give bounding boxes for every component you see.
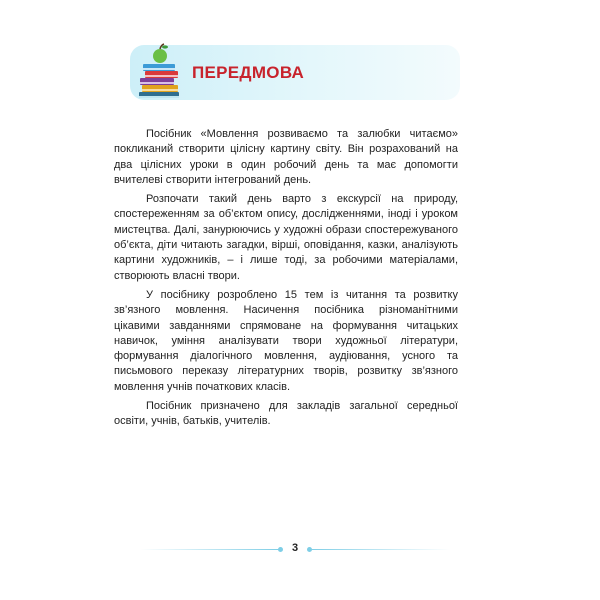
page-number: 3 bbox=[291, 542, 299, 554]
footer-dot-left bbox=[278, 547, 283, 552]
books-with-apple-icon bbox=[134, 43, 186, 101]
paragraph: Посібник призначено для закладів загальної середньої освіти, учнів, батьків, учителів. bbox=[114, 400, 458, 428]
footer-rule-left bbox=[140, 549, 280, 550]
page-title: ПЕРЕДМОВА bbox=[192, 63, 305, 82]
preface-body bbox=[114, 127, 458, 434]
paragraph: Посібник «Мовлення розвиваємо та залюбки читаємо» покликаний створити цілісну картину світу. Він розрахований на два цілісних уроки в один робочий день та має допомогти вчителеві створити інтегрований день. bbox=[114, 128, 458, 186]
paragraph: У посібнику розроблено 15 тем із читання та розвитку зв’язного мовлення. Насичення посібника різноманітними цікавими завданнями спрямоване на формування читацьких навичок, уміння аналізувати твори художньої літератури, формування діалогічного мовлення, аудіювання, усного та письмового переказу літературних творів, розвитку зв’язного мовлення учнів початкових класів. bbox=[114, 288, 458, 393]
footer-rule-right bbox=[310, 549, 450, 550]
paragraph: Розпочати такий день варто з екскурсії на природу, спостереженням за об’єктом опису, дослідженнями, іноді і уроком мистецтва. Далі, занурюючись у художні образи спостережуваного об’єкта, діти читають загадки, вірші, оповідання, казки, аналізують картини художників, – і лише тоді, за робочими матеріалами, створюють власні твори. bbox=[114, 193, 458, 282]
